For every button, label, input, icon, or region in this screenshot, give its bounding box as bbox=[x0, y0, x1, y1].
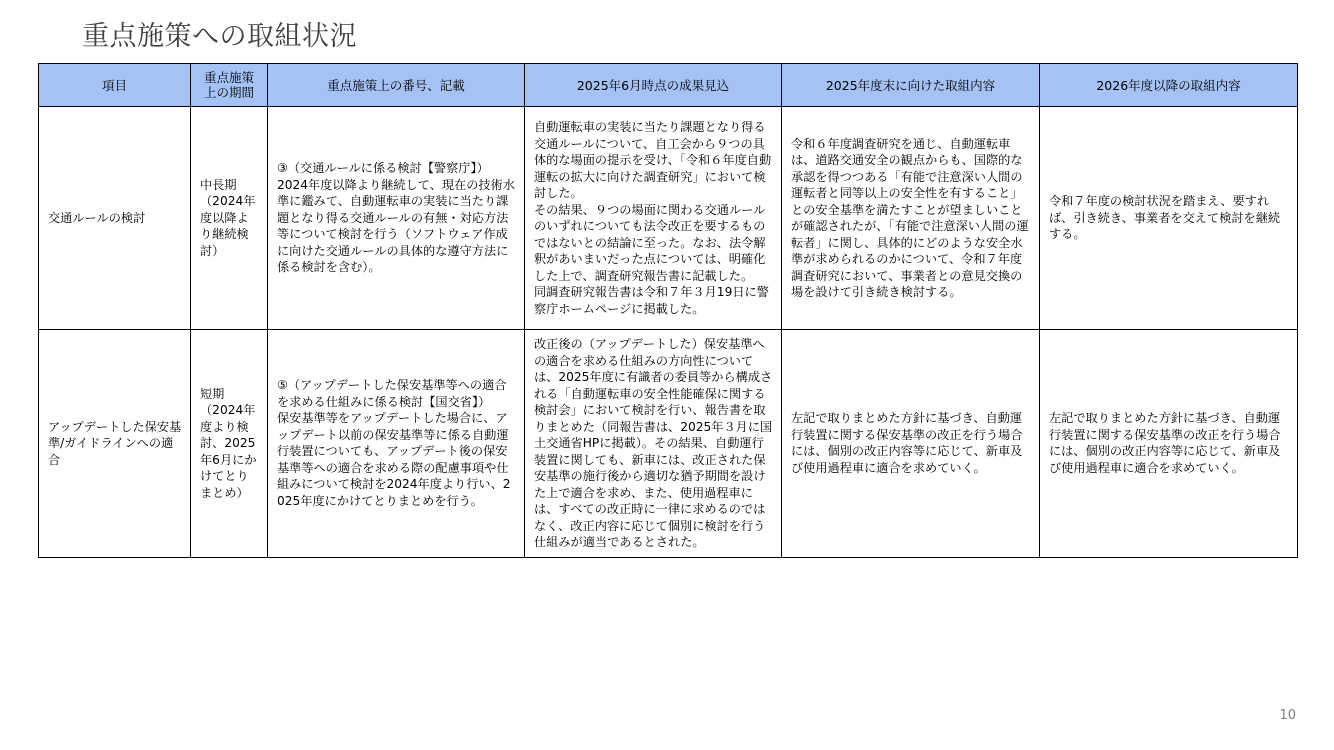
cell-plan-2025-end: 令和６年度調査研究を通じ、自動運転車は、道路交通安全の観点からも、国際的な承認を得つつある「有能で注意深い人間の運転者と同等以上の安全性を有すること」との安全基準を満たすことが望ましいことが確認されたが、「有能で注意深い人間の運転者」に関し、具体的にどのような安全水準が求められるのかについて、令和７年度調査研究において、事業者との意見交換の場を設けて引き続き検討する。 bbox=[782, 107, 1040, 330]
header-plan-2025-end: 2025年度末に向けた取組内容 bbox=[782, 64, 1040, 107]
cell-result-2025-june: 改正後の（アップデートした）保安基準への適合を求める仕組みの方向性については、2025年度に有識者の委員等から構成される「自動運転車の安全性能確保に関する検討会」において検討を行い、報告書を取りまとめた（同報告書は、2025年３月に国土交通省HPに掲載）。その結果、自動運行装置に関しても、新車には、改正された保安基準の施行後から適切な猶予期間を設けた上で適合を求め、また、使用過程車には、すべての改正時に一律に求めるのではなく、改正内容に応じて個別に検討を行う仕組みが適当であるとされた。 bbox=[525, 330, 782, 558]
cell-plan-2026-after: 令和７年度の検討状況を踏まえ、要すれば、引き続き、事業者を交えて検討を継続する。 bbox=[1040, 107, 1298, 330]
cell-number-desc: ⑤（アップデートした保安基準等への適合を求める仕組みに係る検討【国交省】） 保安基準等をアップデートした場合に、アップデート以前の保安基準等に係る自動運行装置についても、アップデート後の保安基準等への適合を求める際の配慮事項や仕組みについて検討を2024年度より行い、2025年度にかけてとりまとめを行う。 bbox=[268, 330, 525, 558]
page-title: 重点施策への取組状況 bbox=[82, 21, 357, 52]
cell-item: 交通ルールの検討 bbox=[39, 107, 191, 330]
cell-period: 短期 （2024年度より検討、2025年6月にかけてとりまとめ） bbox=[191, 330, 268, 558]
cell-plan-2025-end: 左記で取りまとめた方針に基づき、自動運行装置に関する保安基準の改正を行う場合には、個別の改正内容等に応じて、新車及び使用過程車に適合を求めていく。 bbox=[782, 330, 1040, 558]
table-row bbox=[39, 330, 1298, 558]
cell-period: 中長期 （2024年度以降より継続検討） bbox=[191, 107, 268, 330]
header-period: 重点施策 上の期間 bbox=[191, 64, 268, 107]
page-number: 10 bbox=[1279, 708, 1296, 723]
table-header-row bbox=[39, 64, 1298, 107]
header-result-2025-june: 2025年6月時点の成果見込 bbox=[525, 64, 782, 107]
cell-item: アップデートした保安基準/ガイドラインへの適合 bbox=[39, 330, 191, 558]
cell-plan-2026-after: 左記で取りまとめた方針に基づき、自動運行装置に関する保安基準の改正を行う場合には、個別の改正内容等に応じて、新車及び使用過程車に適合を求めていく。 bbox=[1040, 330, 1298, 558]
cell-result-2025-june: 自動運転車の実装に当たり課題となり得る交通ルールについて、自工会から９つの具体的な場面の提示を受け、「令和６年度自動運転の拡大に向けた調査研究」において検討した。 その結果、９つの場面に関わる交通ルールのいずれについても法令改正を要するものではないとの結論に至った。なお、法令解釈があいまいだった点については、明確化した上で、調査研究報告書に記載した。 同調査研究報告書は令和７年３月19日に警察庁ホームページに掲載した。 bbox=[525, 107, 782, 330]
initiatives-table bbox=[38, 63, 1298, 558]
cell-number-desc: ③（交通ルールに係る検討【警察庁】） 2024年度以降より継続して、現在の技術水準に鑑みて、自動運転車の実装に当たり課題となり得る交通ルールの有無・対応方法等について検討を行う（ソフトウェア作成に向けた交通ルールの具体的な遵守方法に係る検討を含む）。 bbox=[268, 107, 525, 330]
header-plan-2026-after: 2026年度以降の取組内容 bbox=[1040, 64, 1298, 107]
header-item: 項目 bbox=[39, 64, 191, 107]
header-number-desc: 重点施策上の番号、記載 bbox=[268, 64, 525, 107]
table-row bbox=[39, 107, 1298, 330]
